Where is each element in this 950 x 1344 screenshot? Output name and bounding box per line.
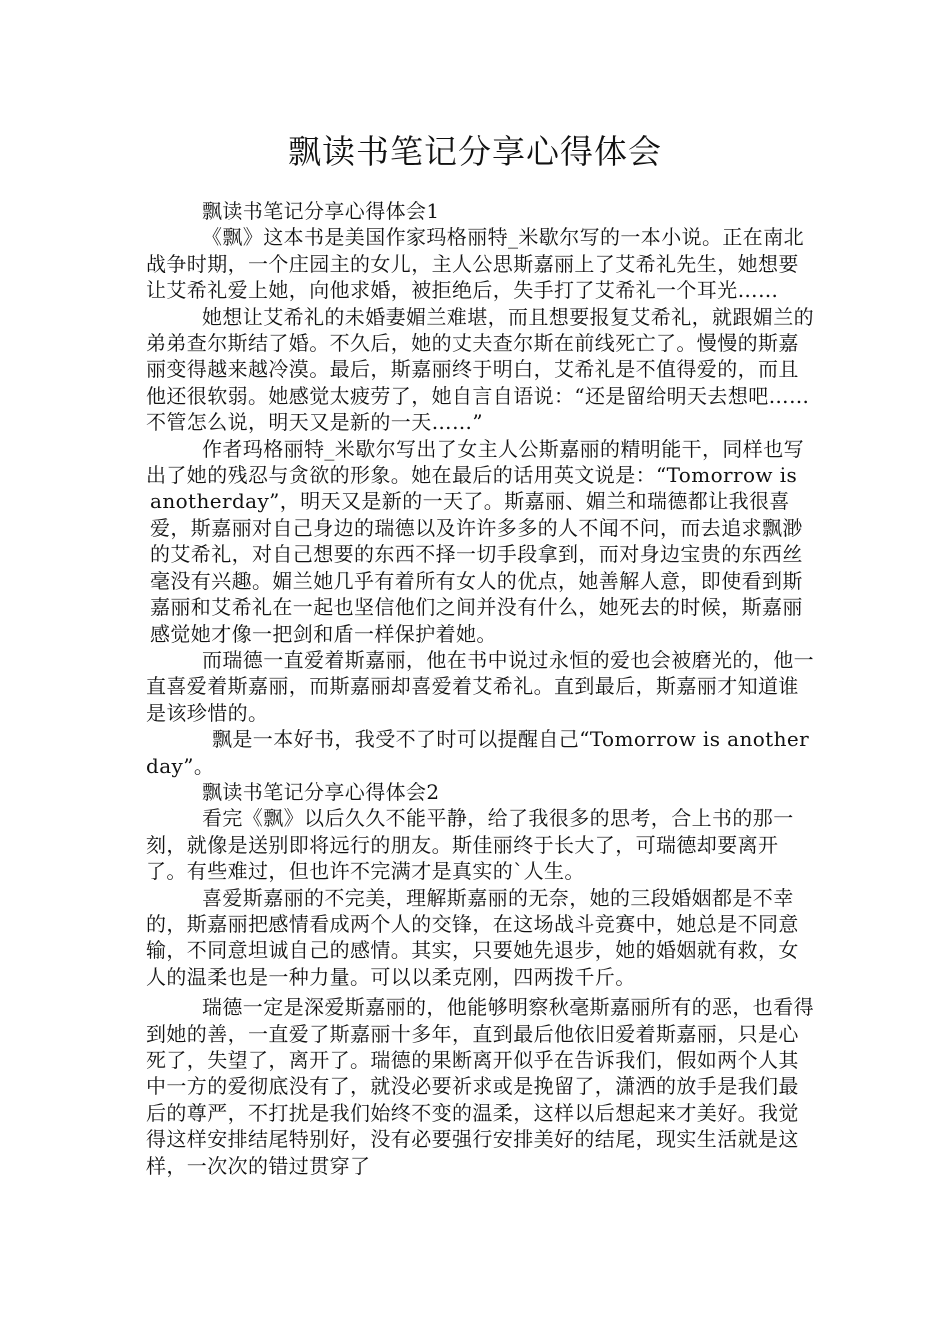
paragraph: 飘是一本好书，我受不了时可以提醒自己“Tomorrow is another day”。	[146, 727, 810, 778]
section-heading-1: 飘读书笔记分享心得体会1	[202, 199, 440, 223]
paragraph: 喜爱斯嘉丽的不完美，理解斯嘉丽的无奈，她的三段婚姻都是不幸的，斯嘉丽把感情看成两个人的交锋，在这场战斗竞赛中，她总是不同意输，不同意坦诚自己的感情。其实，只要她先退步，她的婚姻就有救，女人的温柔也是一种力量。可以以柔克刚，四两拨千斤。	[146, 885, 799, 989]
paragraph: 看完《飘》以后久久不能平静，给了我很多的思考，合上书的那一刻，就像是送别即将远行的朋友。斯佳丽终于长大了，可瑞德却要离开了。有些难过，但也许不完满才是真实的`人生。	[146, 806, 794, 884]
paragraph: 瑞德一定是深爱斯嘉丽的，他能够明察秋毫斯嘉丽所有的恶，也看得到她的善，一直爱了斯嘉丽十多年，直到最后他依旧爱着斯嘉丽，只是心死了，失望了，离开了。瑞德的果断离开似乎在告诉我们，假如两个人其中一方的爱彻底没有了，就没必要祈求或是挽留了，潇洒的放手是我们最后的尊严，不打扰是我们始终不变的温柔，这样以后想起来才美好。我觉得这样安排结尾特别好，没有必要强行安排美好的结尾，现实生活就是这样，一次次的错过贯穿了	[146, 995, 814, 1178]
paragraph: 《飘》这本书是美国作家玛格丽特_米歇尔写的一本小说。正在南北战争时期，一个庄园主的女儿，主人公思斯嘉丽上了艾希礼先生，她想要让艾希礼爱上她，向他求婚，被拒绝后，失手打了艾希礼一个耳光……	[146, 225, 804, 303]
paragraph: anotherday”，明天又是新的一天了。斯嘉丽、媚兰和瑞德都让我很喜爱，斯嘉丽对自己身边的瑞德以及许许多多的人不闻不问，而去追求飘渺的艾希礼，对自己想要的东西不择一切手段拿到，而对身边宝贵的东西丝毫没有兴趣。媚兰她几乎有着所有女人的优点，她善解人意，即使看到斯嘉丽和艾希礼在一起也坚信他们之间并没有什么，她死去的时候，斯嘉丽感觉她才像一把剑和盾一样保护着她。	[150, 489, 803, 646]
paragraph: 她想让艾希礼的未婚妻媚兰难堪，而且想要报复艾希礼，就跟媚兰的弟弟查尔斯结了婚。不久后，她的丈夫查尔斯在前线死亡了。慢慢的斯嘉丽变得越来越冷漠。最后，斯嘉丽终于明白，艾希礼是不值得爱的，而且他还很软弱。她感觉太疲劳了，她自言自语说：“还是留给明天去想吧……不管怎么说，明天又是新的一天……”	[146, 304, 814, 435]
paragraph: 作者玛格丽特_米歇尔写出了女主人公斯嘉丽的精明能干，同样也写出了她的残忍与贪欲的形象。她在最后的话用英文说是：“Tomorrow is	[146, 436, 804, 488]
section-heading-2: 飘读书笔记分享心得体会2	[202, 779, 440, 804]
document-body	[146, 198, 818, 1179]
document-title: 飘读书笔记分享心得体会	[288, 132, 662, 171]
paragraph: 而瑞德一直爱着斯嘉丽，他在书中说过永恒的爱也会被磨光的，他一直喜爱着斯嘉丽，而斯嘉丽却喜爱着艾希礼。直到最后，斯嘉丽才知道谁是该珍惜的。	[146, 647, 814, 725]
